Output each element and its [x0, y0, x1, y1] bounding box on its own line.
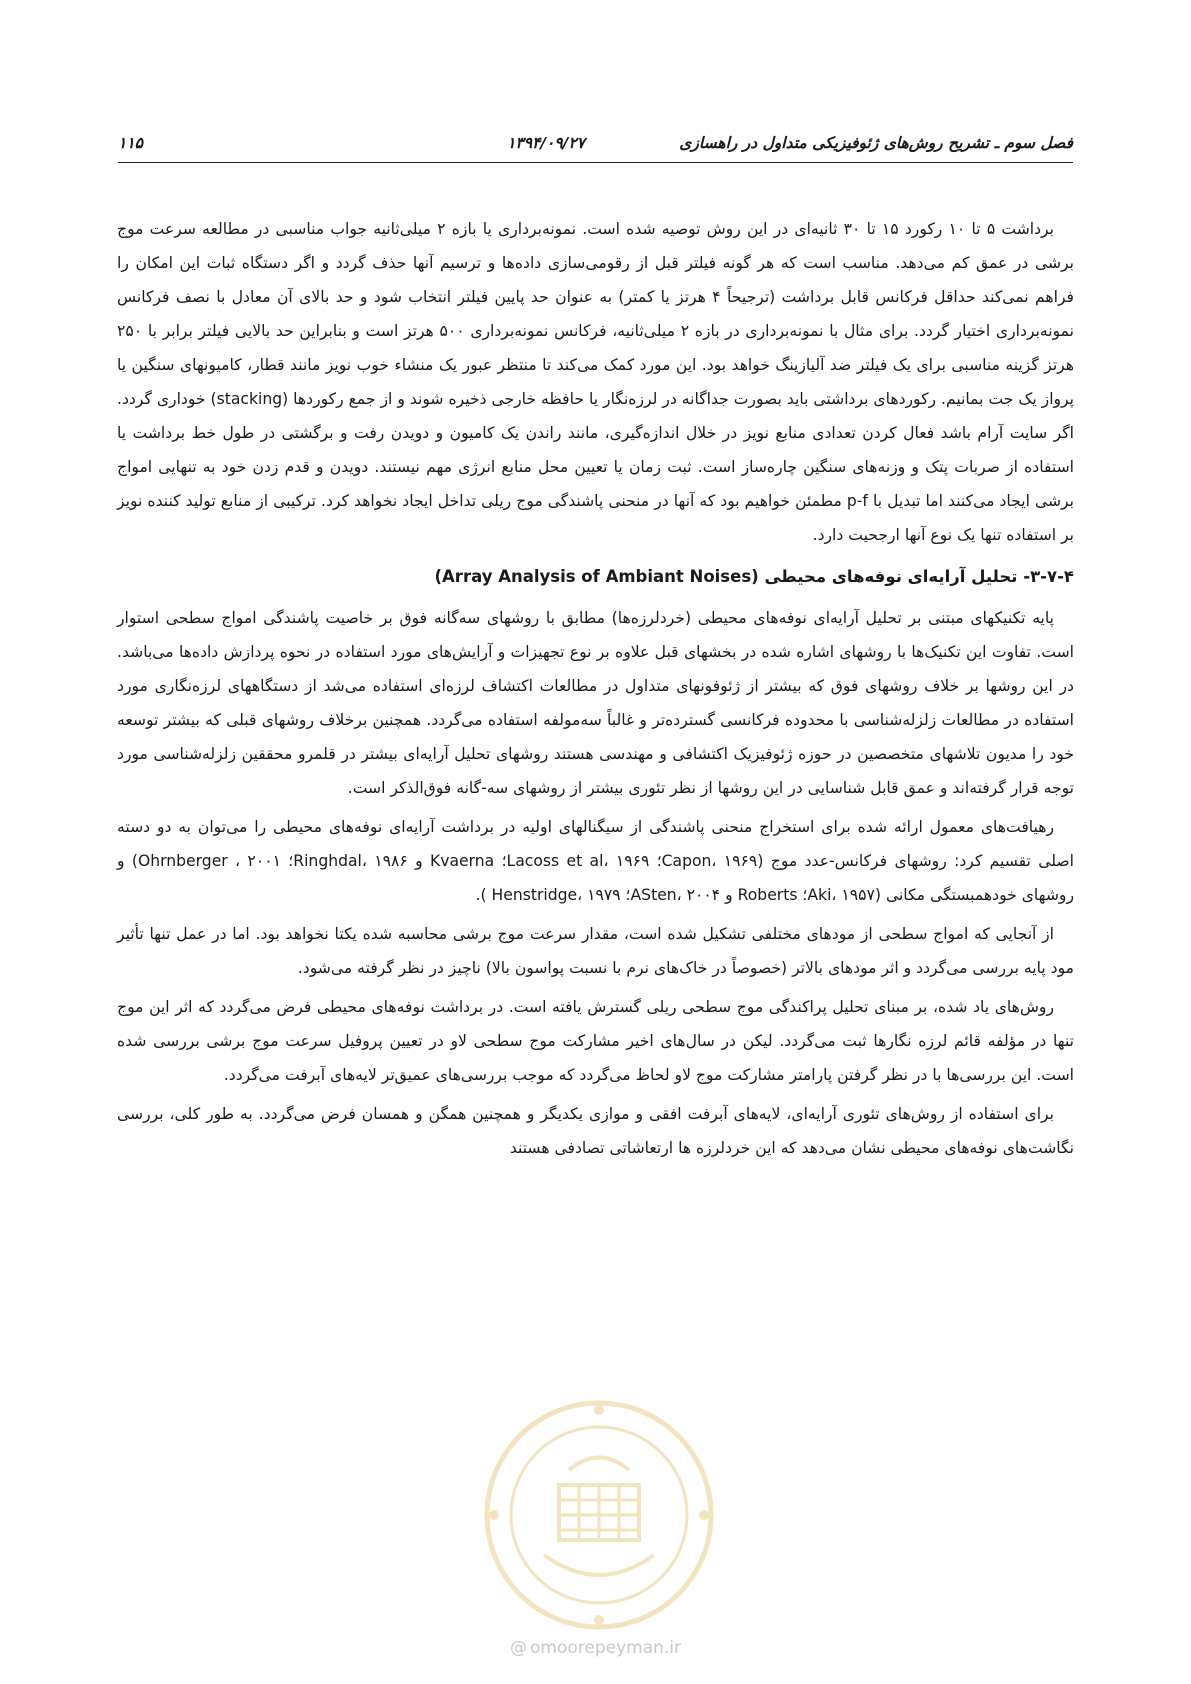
at-icon: @: [509, 1638, 527, 1658]
header-divider: [118, 162, 1073, 163]
paragraph: برای استفاده از روش‌های تئوری آرایه‌ای، لایه‌های آبرفت افقی و موازی یکدیگر و همچنین همگن و همسان فرض می‌گردد. به طور کلی، بررسی نگاشت‌های نوفه‌های محیطی نشان می‌دهد که این خردلرزه ها ارتعاشاتی تصادفی هستند: [117, 1105, 1074, 1157]
paragraph: روش‌های یاد شده، بر مبنای تحلیل پراکندگی موج سطحی ریلی گسترش یافته است. در برداشت نوفه‌های محیطی فرض می‌گردد که اثر این موج تنها در مؤلفه قائم لرزه نگارها ثبت می‌گردد. لیکن در سال‌های اخیر مشارکت موج سطحی لاو در تعیین پروفیل سرعت موج برشی بررسی شده است. این بررسی‌ها با در نظر گرفتن پارامتر مشارکت موج لاو لحاظ می‌گردد که موجب بررسی‌های عمیق‌تر لایه‌های آبرفت می‌گردد.: [117, 998, 1074, 1084]
chapter-title: فصل سوم ـ تشریح روش‌های ژئوفیزیکی متداول در راهسازی: [679, 134, 1073, 152]
page-number: ۱۱۵: [118, 134, 143, 152]
section-title-english: (Array Analysis of Ambiant Noises): [434, 567, 759, 586]
running-header: [118, 128, 1073, 158]
paragraph: از آنجایی که امواج سطحی از مودهای مختلفی تشکیل شده است، مقدار سرعت موج برشی محاسبه شده یکتا نخواهد بود. اما در عمل تنها تأثیر مود پایه بررسی می‌گردد و اثر مودهای بالاتر (خصوصاً در خاک‌های نرم با نسبت پواسون بالا) ناچیز در نظر گرفته می‌شود.: [117, 925, 1074, 977]
paragraph: رهیافت‌های معمول ارائه شده برای استخراج منحنی پاشندگی از سیگنالهای اولیه در برداشت آرایه‌ای نوفه‌های محیطی را می‌توان به دو دسته اصلی تقسیم کرد: روشهای فرکانس-عدد موج (Capon، ۱۹۶۹؛ Lacoss et al، ۱۹۶۹؛ Kvaerna و Ringhdal، ۱۹۸۶؛ Ohrnberger ، ۲۰۰۱) و روشهای خودهمبستگی مکانی (Aki، ۱۹۵۷؛ Roberts و ASten، ۲۰۰۴؛ Henstridge، ۱۹۷۹ ).: [117, 818, 1074, 904]
paragraph: پایه تکنیکهای مبتنی بر تحلیل آرایه‌ای نوفه‌های محیطی (خردلرزه‌ها) مطابق با روشهای سه‌گانه فوق بر خاصیت پاشندگی امواج سطحی استوار است. تفاوت این تکنیک‌ها با روشهای اشاره شده در بخشهای قبل علاوه بر نوع تجهیزات و آرایش‌های مورد استفاده در نحوه پردازش داده‌ها می‌باشد. در این روشها بر خلاف روشهای فوق که بیشتر از ژئوفونهای متداول در مطالعات اکتشاف لرزه‌ای استفاده می‌شد از دستگاههای لرزه‌نگاری مورد استفاده در مطالعات زلزله‌شناسی با محدوده فرکانسی گسترده‌تر و غالباً سه‌مولفه استفاده می‌گردد. همچنین برخلاف روشهای قبلی که بیشتر توسعه خود را مدیون تلاشهای متخصصین در حوزه ژئوفیزیک اکتشافی و مهندسی هستند روشهای تحلیل آرایه‌ای بیشتر در قلمرو محققین زلزله‌شناسی مورد توجه قرار گرفته‌اند و عمق قابل شناسایی در این روشها از نظر تئوری بیشتر از روشهای سه-گانه فوق‌الذکر است.: [117, 609, 1074, 797]
body-text: [117, 212, 1074, 1170]
watermark-url: [0, 1638, 1191, 1658]
header-date: ۱۳۹۴/۰۹/۲۷: [507, 134, 585, 152]
watermark-url-text: omoorepeyman.ir: [529, 1638, 682, 1658]
section-title: تحلیل آرایه‌ای نوفه‌های محیطی: [764, 567, 1018, 586]
paragraph: برداشت ۵ تا ۱۰ رکورد ۱۵ تا ۳۰ ثانیه‌ای در این روش توصیه شده است. نمونه‌برداری یا بازه ۲ میلی‌ثانیه جواب مناسبی در مطالعه سرعت موج برشی در عمق کم می‌دهد. مناسب است که هر گونه فیلتر قبل از رقومی‌سازی داده‌ها و ترسیم آنها حذف گردد و اگر دستگاه ثبات این امکان را فراهم نمی‌کند حداقل فرکانس قابل برداشت (ترجیحاً ۴ هرتز یا کمتر) به عنوان حد پایین فیلتر انتخاب شود و حد بالای آن معادل با نصف فرکانس نمونه‌برداری اختیار گردد. برای مثال با نمونه‌برداری در بازه ۲ میلی‌ثانیه، فرکانس نمونه‌برداری ۵۰۰ هرتز است و بنابراین حد بالایی فیلتر برابر با ۲۵۰ هرتز گزینه مناسبی برای یک فیلتر ضد آلیازینگ خواهد بود. این مورد کمک می‌کند تا منتظر عبور یک منشاء خوب نویز مانند قطار، کامیونهای سنگین یا پرواز یک جت بمانیم. رکوردهای برداشتی باید بصورت جداگانه در لرزه‌نگار یا حافظه خارجی ذخیره شوند و از جمع رکوردها (stacking) خوداری گردد. اگر سایت آرام باشد فعال کردن تعدادی منابع نویز در خلال اندازه‌گیری، مانند راندن یک کامیون و دویدن رفت و برگشتی در طول خط برداشت یا استفاده از صربات پتک و وزنه‌های سنگین چاره‌ساز است. ثبت زمان یا تعیین محل منابع انرژی مهم نیستند. دویدن و قدم زدن خود به تنهایی امواج برشی ایجاد می‌کنند اما تبدیل با p-f مطمئن خواهیم بود که آنها در منحنی پاشندگی موج ریلی تداخل ایجاد نخواهد کرد. ترکیبی از منابع تولید کننده نویز بر استفاده تنها یک نوع آنها ارجحیت دارد.: [117, 220, 1075, 544]
section-heading: [117, 560, 1074, 594]
section-number: ۳-۷-۴-: [1023, 567, 1074, 586]
watermark-seal-icon: [474, 1390, 724, 1640]
